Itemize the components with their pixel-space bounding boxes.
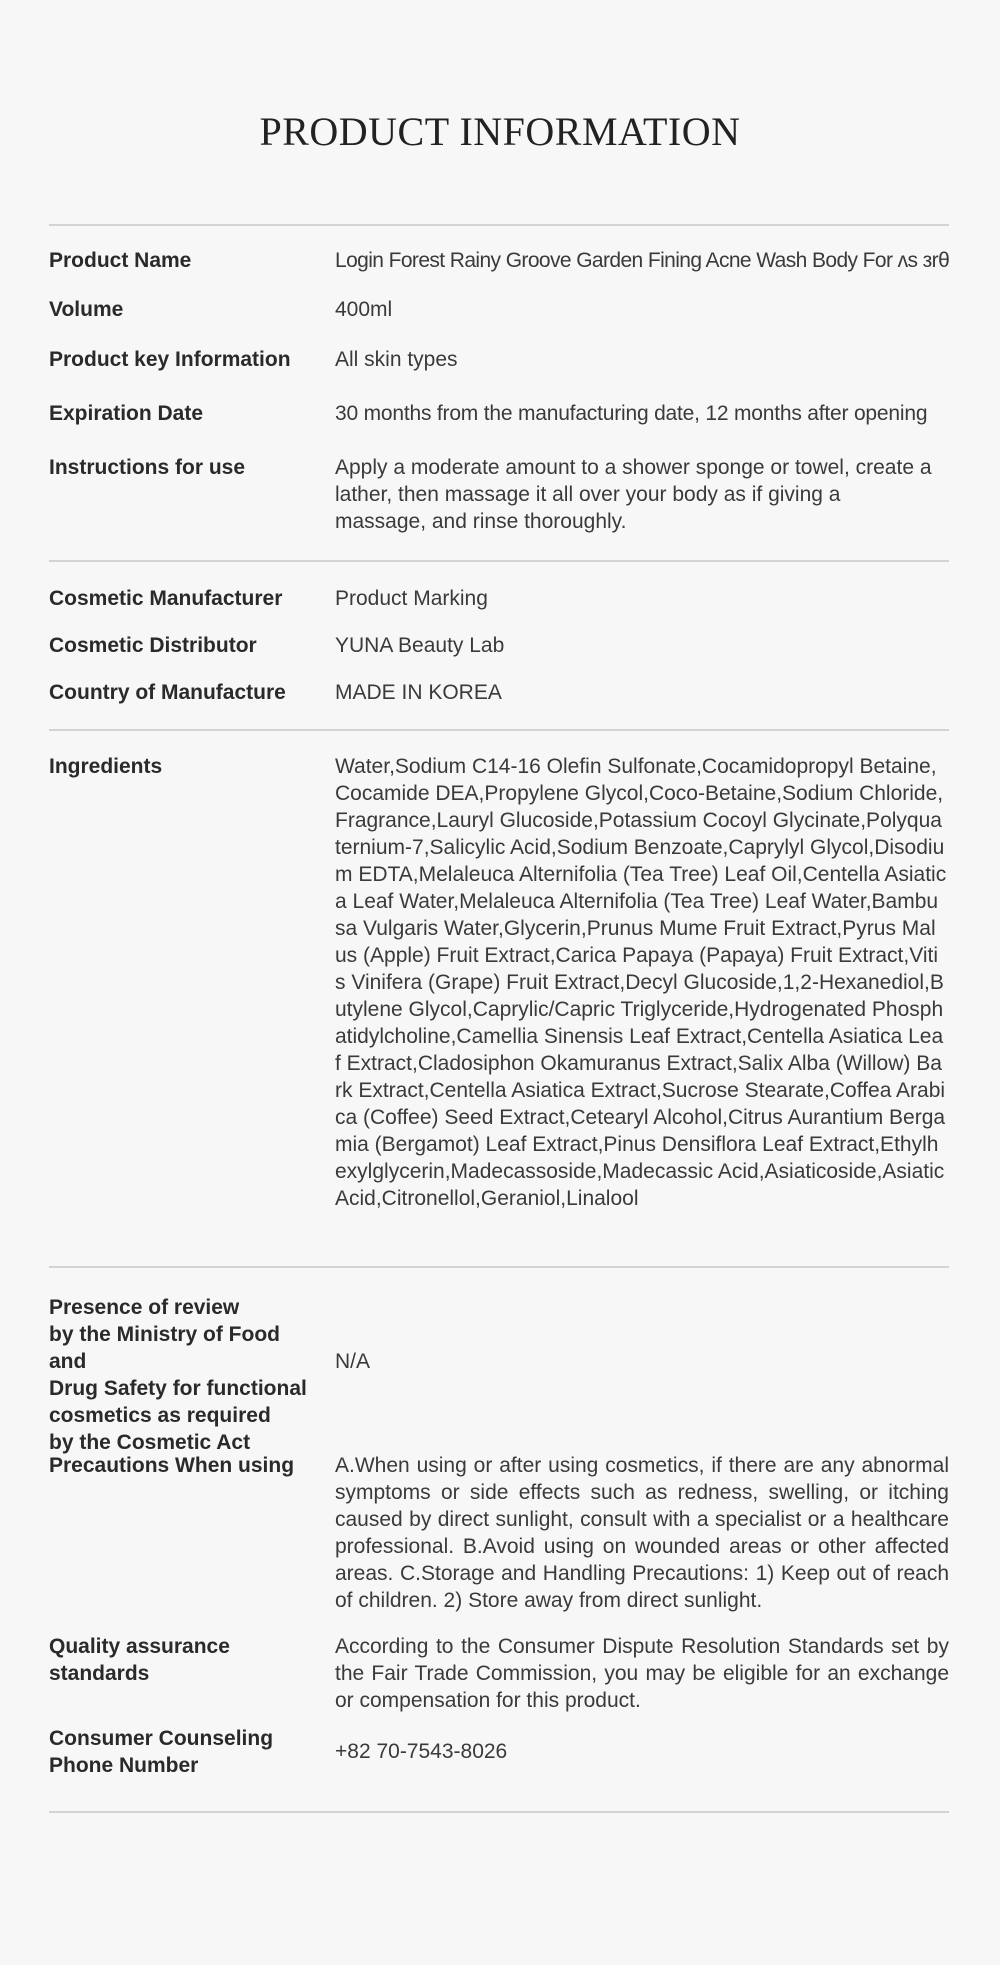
expiration-label: Expiration Date [49, 402, 204, 425]
page-title: PRODUCT INFORMATION [259, 109, 741, 154]
ingredients-value: Water,Sodium C14-16 Olefin Sulfonate,Cocamidopropyl Betaine,Cocamide DEA,Propylene Glycol,Coco-Betaine,Sodium Chloride,Fragrance,Lauryl Glucoside,Potassium Cocoyl Glycinate,Polyquaternium-7,Salicylic Acid,Sodium Benzoate,Caprylyl Glycol,Disodium EDTA,Melaleuca Alternifolia (Tea Tree) Leaf Oil,Centella Asiatica Leaf Water,Melaleuca Alternifolia (Tea Tree) Leaf Water,Bambusa Vulgaris Water,Glycerin,Prunus Mume Fruit Extract,Pyrus Malus (Apple) Fruit Extract,Carica Papaya (Papaya) Fruit Extract,Vitis Vinifera (Grape) Fruit Extract,Decyl Glucoside,1,2-Hexanediol,Butylene Glycol,Caprylic/Capric Triglyceride,Hydrogenated Phosphatidylcholine,Camellia Sinensis Leaf Extract,Centella Asiatica Leaf Extract,Cladosiphon Okamuranus Extract,Salix Alba (Willow) Bark Extract,Centella Asiatica Extract,Sucrose Stearate,Coffea Arabica (Coffee) Seed Extract,Cetearyl Alcohol,Citrus Aurantium Bergamia (Bergamot) Leaf Extract,Pinus Densiflora Leaf Extract,Ethylhexylglycerin,Madecassoside,Madecassic Acid,Asiaticoside,Asiatic Acid,Citronellol,Geraniol,Linalool [335, 755, 947, 1210]
key-info-label: Product key Information [49, 348, 291, 371]
volume-value: 400ml [335, 298, 393, 321]
quality-value: According to the Consumer Dispute Resolution Standards set by the Fair Trade Commission, you may be eligible for an exchange or compensation for this product. [335, 1635, 949, 1712]
ingredients-label: Ingredients [49, 755, 163, 778]
product-name-label: Product Name [49, 249, 192, 272]
manufacturer-label: Cosmetic Manufacturer [49, 587, 283, 610]
mfds-review-value: N/A [335, 1350, 371, 1373]
instructions-label: Instructions for use [49, 456, 246, 479]
counseling-phone-value: +82 70-7543-8026 [335, 1740, 508, 1763]
precautions-label: Precautions When using [49, 1454, 295, 1477]
divider [49, 729, 949, 731]
product-name-value: Login Forest Rainy Groove Garden Fining Acne Wash Body For ʌs зrθ [335, 249, 950, 272]
divider [49, 1266, 949, 1268]
divider [49, 224, 949, 226]
counseling-label: Consumer Counseling Phone Number [49, 1727, 274, 1777]
key-info-value: All skin types [335, 348, 458, 371]
country-value: MADE IN KOREA [335, 681, 502, 704]
mfds-review-label: Presence of review by the Ministry of Food and Drug Safety for functional cosmetics as required by the Cosmetic Act [49, 1296, 307, 1454]
expiration-value: 30 months from the manufacturing date, 12 months after opening [335, 402, 928, 425]
volume-label: Volume [49, 298, 124, 321]
divider [49, 1811, 949, 1813]
quality-label: Quality assurance standards [49, 1635, 230, 1685]
manufacturer-value: Product Marking [335, 587, 488, 610]
divider [49, 560, 949, 562]
country-label: Country of Manufacture [49, 681, 286, 704]
distributor-label: Cosmetic Distributor [49, 634, 257, 657]
precautions-value: A.When using or after using cosmetics, if there are any abnormal symptoms or side effects such as redness, swelling, or itching caused by direct sunlight, consult with a specialist or a healthcare professional. B.Avoid using on wounded areas or other affected areas. C.Storage and Handling Precautions: 1) Keep out of reach of children. 2) Store away from direct sunlight. [335, 1454, 949, 1612]
distributor-value: YUNA Beauty Lab [335, 634, 505, 657]
instructions-value: Apply a moderate amount to a shower sponge or towel, create a lather, then massage it all over your body as if giving a massage, and rinse thoroughly. [335, 456, 932, 533]
